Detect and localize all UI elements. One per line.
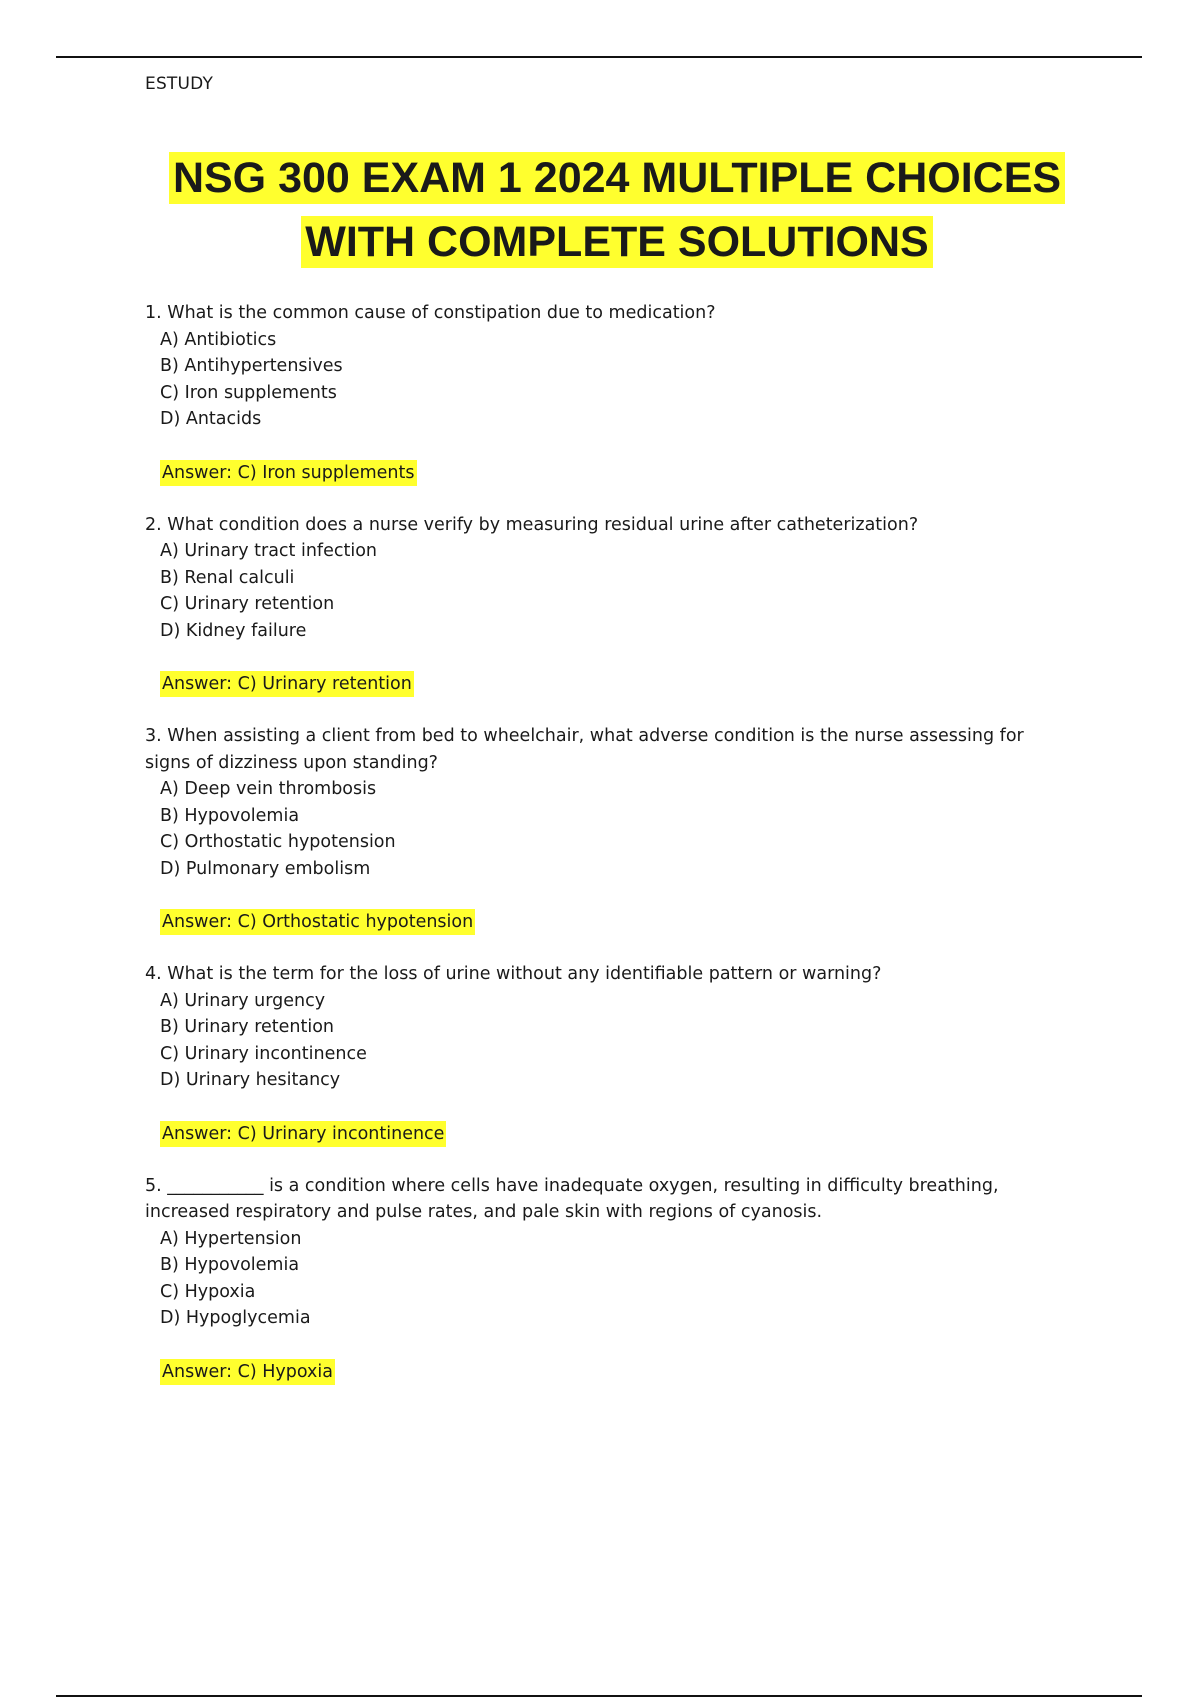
- answer: [145, 1121, 1065, 1147]
- option-c: C) Urinary retention: [160, 594, 335, 614]
- option-b: B) Hypovolemia: [160, 805, 300, 826]
- option-d: D) Urinary hesitancy: [160, 1070, 341, 1090]
- answer: [145, 460, 1065, 486]
- option-a: A) Antibiotics: [160, 329, 277, 350]
- option-b: B) Antihypertensives: [160, 356, 343, 376]
- page-title: [0, 146, 1200, 274]
- header-label: ESTUDY: [145, 74, 214, 94]
- answer: [145, 1359, 1065, 1385]
- question-text: 5. ___________ is a condition where cells have inadequate oxygen, resulting in difficulty breathing, increased respiratory and pulse rates, and pale skin with regions of cyanosis.: [145, 1175, 999, 1222]
- top-rule: [56, 56, 1142, 58]
- option-a: A) Deep vein thrombosis: [160, 779, 377, 799]
- question-5: [145, 1173, 1065, 1385]
- option-a: A) Urinary tract infection: [160, 541, 378, 561]
- option-c: C) Orthostatic hypotension: [160, 832, 396, 852]
- answer-text: Answer: C) Hypoxia: [160, 1359, 335, 1385]
- question-3: [145, 723, 1065, 935]
- title-line-1: NSG 300 EXAM 1 2024 MULTIPLE CHOICES: [169, 152, 1065, 204]
- option-c: C) Hypoxia: [160, 1281, 256, 1302]
- option-a: A) Hypertension: [160, 1228, 302, 1249]
- question-1: [145, 300, 1065, 486]
- option-c: C) Iron supplements: [160, 382, 337, 403]
- option-d: D) Pulmonary embolism: [160, 858, 371, 879]
- option-b: B) Hypovolemia: [160, 1255, 300, 1275]
- question-list: [145, 300, 1065, 1385]
- question-text: 1. What is the common cause of constipation due to medication?: [145, 303, 716, 323]
- option-d: D) Antacids: [160, 409, 262, 429]
- question-text: 3. When assisting a client from bed to wheelchair, what adverse condition is the nurse assessing for signs of dizziness upon standing?: [145, 726, 1024, 773]
- answer-text: Answer: C) Iron supplements: [160, 460, 417, 486]
- bottom-rule: [56, 1695, 1142, 1697]
- option-d: D) Kidney failure: [160, 620, 307, 641]
- option-b: B) Urinary retention: [160, 1017, 335, 1037]
- question-text: 2. What condition does a nurse verify by measuring residual urine after catheterization?: [145, 514, 919, 535]
- option-d: D) Hypoglycemia: [160, 1308, 311, 1328]
- answer-text: Answer: C) Orthostatic hypotension: [160, 909, 475, 935]
- answer-text: Answer: C) Urinary incontinence: [160, 1121, 446, 1147]
- answer: [145, 671, 1065, 697]
- title-line-2: WITH COMPLETE SOLUTIONS: [301, 216, 932, 268]
- question-4: [145, 961, 1065, 1147]
- answer: [145, 909, 1065, 935]
- option-b: B) Renal calculi: [160, 567, 295, 588]
- question-2: [145, 512, 1065, 698]
- option-c: C) Urinary incontinence: [160, 1043, 367, 1064]
- option-a: A) Urinary urgency: [160, 990, 326, 1011]
- answer-text: Answer: C) Urinary retention: [160, 671, 414, 697]
- question-text: 4. What is the term for the loss of urine without any identifiable pattern or warning?: [145, 964, 882, 984]
